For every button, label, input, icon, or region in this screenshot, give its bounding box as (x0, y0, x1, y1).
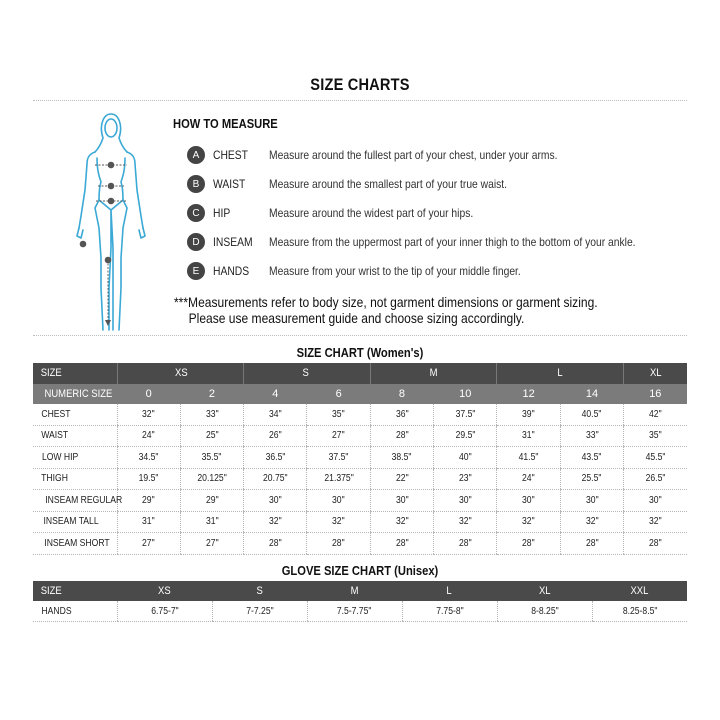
measure-description: Measure from the uppermost part of your inner thigh to the bottom of your ankle. (269, 235, 636, 249)
size-value-cell: 30" (307, 490, 370, 512)
numeric-size-label: NUMERIC SIZE (33, 384, 117, 405)
size-header-cell: M (370, 363, 497, 384)
size-value-cell: 34" (244, 404, 307, 425)
measure-badge: D (187, 233, 205, 251)
size-value-cell: 28" (370, 425, 433, 447)
size-value-cell: 32" (560, 511, 623, 533)
measure-name: HIP (213, 206, 231, 220)
size-value-cell: 30" (244, 490, 307, 512)
glove-size-cell: L (402, 581, 497, 601)
size-value-cell: 24" (117, 425, 180, 447)
glove-size-cell: M (307, 581, 402, 601)
size-value-cell: 28" (624, 533, 687, 555)
size-value-cell: 29.5" (434, 425, 497, 447)
size-value-cell: 27" (307, 425, 370, 447)
size-value-cell: 41.5" (497, 447, 560, 469)
measure-name: CHEST (213, 148, 248, 162)
size-value-cell: 32" (244, 511, 307, 533)
size-chart-title: SIZE CHART (Women's) (296, 345, 424, 360)
numeric-size-cell: 4 (244, 384, 307, 405)
size-value-cell: 24" (497, 468, 560, 490)
size-value-cell: 27" (180, 533, 243, 555)
size-value-cell: 32" (497, 511, 560, 533)
note-line-2: Please use measurement guide and choose sizing accordingly. (188, 310, 525, 326)
size-value-cell: 30" (434, 490, 497, 512)
size-value-cell: 26.5" (624, 468, 687, 490)
size-value-cell: 32" (117, 404, 180, 425)
numeric-size-cell: 6 (307, 384, 370, 405)
size-header-cell: XL (624, 363, 687, 384)
size-value-cell: 30" (370, 490, 433, 512)
size-value-cell: 36" (370, 404, 433, 425)
size-table-row (33, 404, 687, 425)
size-value-cell: 35" (624, 425, 687, 447)
size-value-cell: 30" (497, 490, 560, 512)
size-value-cell: 38.5" (370, 447, 433, 469)
numeric-size-cell: 16 (624, 384, 687, 405)
size-value-cell: 28" (244, 533, 307, 555)
numeric-size-cell: 14 (560, 384, 623, 405)
numeric-size-cell: 12 (497, 384, 560, 405)
measure-name: WAIST (213, 177, 246, 191)
size-value-cell: 29" (117, 490, 180, 512)
size-value-cell: 31" (497, 425, 560, 447)
how-to-measure-heading: HOW TO MEASURE (173, 116, 278, 131)
glove-chart-table (33, 581, 687, 622)
glove-size-cell: XXL (592, 581, 687, 601)
size-value-cell: 30" (624, 490, 687, 512)
measure-row-hands (187, 261, 521, 281)
size-table-row (33, 468, 687, 490)
size-header-cell: S (244, 363, 371, 384)
size-chart-table (33, 363, 687, 555)
size-value-cell: 42" (624, 404, 687, 425)
size-value-cell: 19.5" (117, 468, 180, 490)
title-divider (33, 100, 687, 101)
size-value-cell: 29" (180, 490, 243, 512)
measure-description: Measure from your wrist to the tip of your middle finger. (269, 264, 521, 278)
note-line-1: ***Measurements refer to body size, not garment dimensions or garment sizing. (174, 294, 598, 310)
size-table-row (33, 425, 687, 447)
size-header-cell: L (497, 363, 624, 384)
numeric-size-cell: 8 (370, 384, 433, 405)
glove-row-label: HANDS (33, 601, 117, 622)
glove-size-cell: XS (117, 581, 212, 601)
glove-value-cell: 7-7.25" (212, 601, 307, 622)
measure-row-chest (187, 145, 558, 165)
glove-hands-row (33, 601, 687, 622)
measure-description: Measure around the widest part of your hips. (269, 206, 474, 220)
numeric-size-cell: 0 (117, 384, 180, 405)
glove-size-cell: S (212, 581, 307, 601)
size-table-row (33, 490, 687, 512)
section-divider (33, 335, 687, 336)
size-value-cell: 32" (307, 511, 370, 533)
size-value-cell: 30" (560, 490, 623, 512)
glove-value-cell: 7.5-7.75" (307, 601, 402, 622)
glove-size-label: SIZE (33, 581, 117, 601)
measure-row-inseam (187, 232, 636, 252)
size-value-cell: 40.5" (560, 404, 623, 425)
size-row-label: INSEAM TALL (33, 511, 117, 533)
glove-value-cell: 8-8.25" (497, 601, 592, 622)
measure-name: HANDS (213, 264, 250, 278)
size-value-cell: 34.5" (117, 447, 180, 469)
size-value-cell: 35.5" (180, 447, 243, 469)
size-header-row (33, 363, 687, 384)
numeric-size-cell: 10 (434, 384, 497, 405)
glove-value-cell: 7.75-8" (402, 601, 497, 622)
size-value-cell: 22" (370, 468, 433, 490)
size-value-cell: 32" (370, 511, 433, 533)
size-value-cell: 33" (560, 425, 623, 447)
size-value-cell: 39" (497, 404, 560, 425)
size-table-row (33, 511, 687, 533)
size-value-cell: 26" (244, 425, 307, 447)
size-value-cell: 20.125" (180, 468, 243, 490)
size-value-cell: 25.5" (560, 468, 623, 490)
size-value-cell: 20.75" (244, 468, 307, 490)
size-row-label: INSEAM SHORT (33, 533, 117, 555)
size-value-cell: 31" (180, 511, 243, 533)
size-value-cell: 25" (180, 425, 243, 447)
numeric-size-row (33, 384, 687, 405)
size-value-cell: 21.375" (307, 468, 370, 490)
size-value-cell: 28" (560, 533, 623, 555)
measure-badge: A (187, 146, 205, 164)
size-value-cell: 36.5" (244, 447, 307, 469)
size-value-cell: 40" (434, 447, 497, 469)
size-value-cell: 43.5" (560, 447, 623, 469)
size-value-cell: 33" (180, 404, 243, 425)
measure-description: Measure around the smallest part of your true waist. (269, 177, 508, 191)
size-row-label: WAIST (33, 425, 117, 447)
size-value-cell: 35" (307, 404, 370, 425)
measure-badge: E (187, 262, 205, 280)
size-table-row (33, 447, 687, 469)
size-value-cell: 23" (434, 468, 497, 490)
size-value-cell: 28" (434, 533, 497, 555)
measure-name: INSEAM (213, 235, 253, 249)
glove-chart-title: GLOVE SIZE CHART (Unisex) (281, 563, 439, 578)
size-value-cell: 32" (624, 511, 687, 533)
size-row-label: LOW HIP (33, 447, 117, 469)
glove-value-cell: 6.75-7" (117, 601, 212, 622)
size-value-cell: 45.5" (624, 447, 687, 469)
measurement-note (174, 294, 598, 326)
size-value-cell: 28" (307, 533, 370, 555)
size-row-label: CHEST (33, 404, 117, 425)
size-table-row (33, 533, 687, 555)
measure-row-waist (187, 174, 508, 194)
size-value-cell: 28" (370, 533, 433, 555)
size-row-label: INSEAM REGULAR (33, 490, 117, 512)
measure-row-hip (187, 203, 474, 223)
numeric-size-cell: 2 (180, 384, 243, 405)
glove-size-cell: XL (497, 581, 592, 601)
glove-value-cell: 8.25-8.5" (592, 601, 687, 622)
size-value-cell: 31" (117, 511, 180, 533)
glove-header-row (33, 581, 687, 601)
page-title: SIZE CHARTS (310, 75, 410, 94)
size-value-cell: 27" (117, 533, 180, 555)
measure-description: Measure around the fullest part of your chest, under your arms. (269, 148, 558, 162)
size-header-cell: XS (117, 363, 244, 384)
size-value-cell: 32" (434, 511, 497, 533)
size-value-cell: 37.5" (307, 447, 370, 469)
measure-badge: B (187, 175, 205, 193)
size-value-cell: 37.5" (434, 404, 497, 425)
size-label: SIZE (33, 363, 117, 384)
measure-badge: C (187, 204, 205, 222)
size-row-label: THIGH (33, 468, 117, 490)
body-figure-illustration (65, 108, 157, 344)
size-value-cell: 28" (497, 533, 560, 555)
